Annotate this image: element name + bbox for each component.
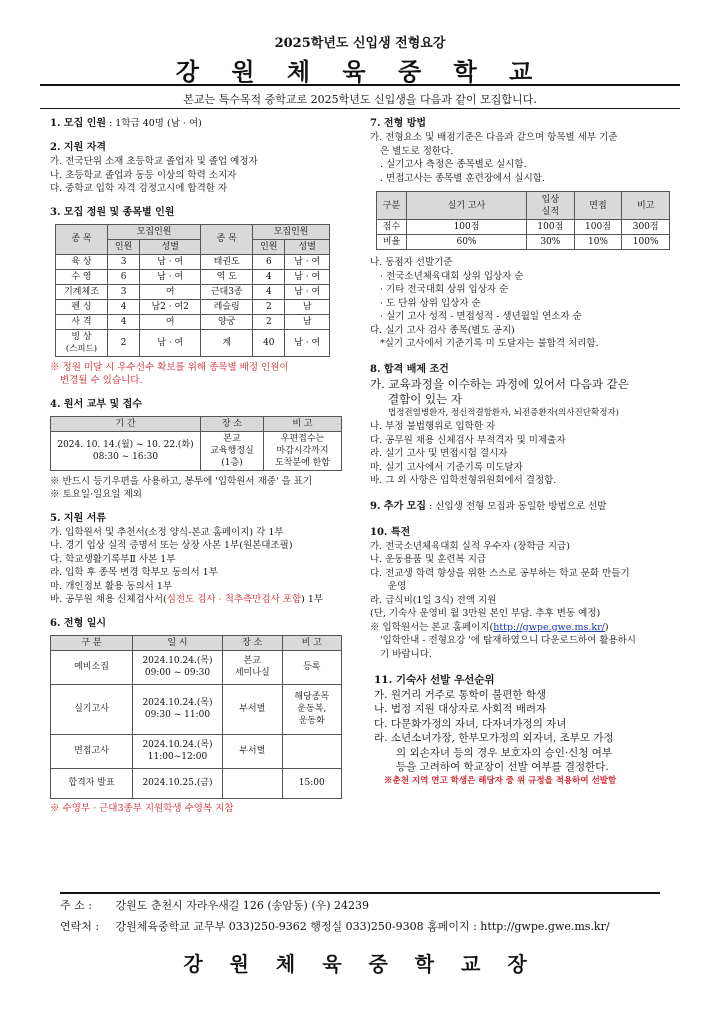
left-column (50, 117, 365, 815)
table-cell: 남2 · 여2 (140, 299, 201, 314)
table-cell: 기계체조 (56, 284, 108, 299)
section-10-web (370, 621, 680, 635)
section-11-note: ※춘천 지역 연고 학생은 해당자 중 위 규정을 적용하여 선발함 (384, 775, 617, 786)
table-cell: 2 (108, 329, 140, 356)
table-cell (282, 734, 342, 768)
section-9-heading: 9. 추가 모집 (370, 500, 427, 512)
table-cell: 등록 (282, 650, 342, 684)
table-cell: 예비소집 (51, 650, 133, 684)
section-10-item: 운영 (388, 581, 407, 592)
cell-line: 2024. 10. 14.(월) ~ 10. 22.(화) (57, 439, 194, 450)
section-8-note: 법정전염병환자, 정신적결함환자, 뇌전증환자(의사진단확정자) (388, 407, 619, 418)
scoring-header-div: 구분 (377, 192, 407, 220)
section-11-heading: 11. 기숙사 선발 우선순위 (374, 674, 495, 686)
section-5-item: 라. 입학 후 종목 변경 학부모 동의서 1부 (50, 567, 218, 578)
signature-title: 강 원 체 육 중 학 교 장 (183, 952, 537, 976)
document-subtitle: 2025학년도 신입생 전형요강 (274, 36, 446, 51)
schedule-note: ※ 수영부 · 근대3종부 지원학생 수영복 지참 (50, 802, 234, 814)
table-cell: 사 격 (56, 314, 108, 329)
cell-line: 교육행정실 (210, 445, 254, 456)
table-cell (282, 684, 342, 734)
section-9-text: : 신입생 전형 모집과 동일한 방법으로 선발 (429, 500, 607, 512)
section-7-text: *실기 고사에서 기준기록 미 도달자는 불합격 처리함. (380, 338, 599, 349)
section-7-text: . 실기고사 측정은 종목별로 실시함. (380, 159, 527, 170)
document-title: 강 원 체 육 중 학 교 (175, 57, 545, 86)
section-11-item: 다. 다문화가정의 자녀, 다자녀가정의 자녀 (374, 717, 567, 730)
table-cell: 레슬링 (201, 299, 253, 314)
table-row (56, 284, 330, 299)
cell-line: 빙 상 (71, 331, 92, 342)
cell-line: 2024.10.24.(목) (142, 656, 213, 666)
section-11-item: 가. 원거리 거주로 통학이 불편한 학생 (374, 688, 547, 701)
table-row (51, 768, 342, 798)
section-8-item: 결함이 있는 자 (388, 391, 462, 406)
scoring-header-note: 비고 (622, 192, 670, 220)
quota-table (55, 224, 330, 357)
table-row (56, 314, 330, 329)
tie-item: · 전국소년체육대회 상위 입상자 순 (380, 270, 524, 282)
table-cell: 60% (407, 235, 527, 250)
section-5-item: 나. 경기 입상 실적 증명서 또는 상장 사본 1부(원본대조필) (50, 540, 293, 551)
tie-heading: 나. 동점자 선발기준 (370, 257, 453, 268)
quota-header-gender: 성별 (140, 239, 201, 254)
table-row (56, 299, 330, 314)
table-cell: 여 (140, 284, 201, 299)
item-text: ) 1부 (301, 594, 324, 605)
schedule-table (50, 635, 342, 799)
cell-line: 우편접수는 (280, 433, 325, 444)
quota-note: ※ 정원 미달 시 우수선수 확보를 위해 종목별 배정 인원이 (50, 361, 289, 373)
table-cell (201, 431, 264, 470)
table-cell: 30% (527, 235, 575, 250)
table-row (377, 235, 670, 250)
schedule-header-div: 구 분 (51, 635, 133, 650)
quota-header-group: 모집인원 (108, 224, 201, 239)
cell-line: 본교 (243, 656, 261, 666)
table-cell (263, 431, 341, 470)
table-cell: 15:00 (282, 768, 342, 798)
table-cell: 남 · 여 (285, 329, 330, 356)
table-cell: 여 (140, 314, 201, 329)
table-row (377, 220, 670, 235)
cell-line: 08:30 ~ 16:30 (92, 451, 159, 462)
section-7-text: 다. 실기 고사 검사 종목(별도 공지) (370, 324, 515, 336)
table-cell: 100% (622, 235, 670, 250)
table-cell: 면접고사 (51, 734, 133, 768)
table-cell: 비율 (377, 235, 407, 250)
table-cell: 남 · 여 (140, 269, 201, 284)
table-cell: 300점 (622, 220, 670, 235)
table-cell: 펜 싱 (56, 299, 108, 314)
quota-header-group: 모집인원 (253, 224, 330, 239)
section-8-item: 바. 그 외 사항은 입학전형위원회에서 결정함. (370, 475, 557, 486)
table-cell: 6 (253, 254, 285, 269)
section-1-heading: 1. 모집 인원 (50, 118, 107, 129)
table-cell (133, 650, 223, 684)
section-4-heading: 4. 원서 교부 및 접수 (50, 398, 142, 410)
intro-divider (40, 108, 680, 109)
table-row (56, 269, 330, 284)
application-header-period: 기 간 (51, 416, 201, 431)
table-cell: 2024.10.25.(금) (133, 768, 223, 798)
application-note: ※ 토요일·일요일 제외 (50, 489, 142, 500)
section-7-text: 은 별도로 정한다. (380, 145, 454, 157)
quota-note: 변경될 수 있습니다. (60, 375, 143, 386)
section-10-web: 기 바랍니다. (380, 648, 432, 660)
table-cell: 4 (108, 314, 140, 329)
item-highlight: 심전도 검사 · 척추측만검사 포함 (166, 594, 302, 605)
schedule-header-place: 장 소 (223, 635, 283, 650)
table-cell: 양궁 (201, 314, 253, 329)
table-cell: 100점 (527, 220, 575, 235)
table-cell: 6 (108, 269, 140, 284)
table-cell: 근대3종 (201, 284, 253, 299)
section-5-item (50, 593, 365, 607)
application-header-note: 비 고 (263, 416, 341, 431)
cell-line: 운동복, (297, 704, 327, 714)
table-cell (133, 734, 223, 768)
table-cell: 100점 (574, 220, 622, 235)
footer-address (60, 897, 369, 915)
table-cell: 점수 (377, 220, 407, 235)
cell-line: 09:00 ~ 09:30 (144, 668, 211, 678)
table-cell (133, 684, 223, 734)
footer-contact (60, 918, 610, 936)
item-text: 바. 공무원 채용 신체검사서( (50, 594, 167, 605)
cell-line: 입상 (541, 194, 560, 205)
table-row (51, 650, 342, 684)
table-row (51, 431, 342, 470)
contact-label: 연락처 : (60, 920, 100, 933)
table-cell: 실기고사 (51, 684, 133, 734)
section-10-item: (단, 기숙사 운영비 월 3만원 본인 부담. 추후 변동 예정) (370, 608, 601, 619)
section-10-item: 가. 전국소년체육대회 실적 우수자 (장학금 지급) (370, 540, 570, 552)
cell-line: 09:30 ~ 11:00 (144, 710, 211, 720)
table-cell: 역 도 (201, 269, 253, 284)
cell-line: 세미나실 (234, 668, 270, 678)
web-text: ※ 입학원서는 본교 홈페이지( (370, 621, 494, 633)
total-count: 40 (253, 329, 285, 356)
table-row (51, 684, 342, 734)
schedule-header-date: 일 시 (133, 635, 223, 650)
cell-line: 2024.10.24.(목) (142, 698, 213, 708)
section-3-heading: 3. 모집 정원 및 종목별 인원 (50, 206, 175, 218)
cell-line: 마감시각까지 (276, 445, 329, 456)
table-cell: 3 (108, 284, 140, 299)
application-note: ※ 반드시 등기우편을 사용하고, 봉투에 '입학원서 재중' 을 표기 (50, 475, 313, 487)
header-divider (40, 84, 680, 86)
table-cell (223, 650, 283, 684)
table-cell: 남 · 여 (140, 329, 201, 356)
section-5-heading: 5. 지원 서류 (50, 512, 107, 524)
table-cell: 부서별 (223, 684, 283, 734)
section-8-item: 나. 부정 불법행위로 입학한 자 (370, 421, 496, 432)
section-9 (370, 500, 680, 514)
intro-text: 본교는 특수목적 중학교로 2025학년도 신입생을 다음과 같이 모집합니다. (183, 93, 537, 106)
cell-line: 도착분에 한함 (274, 457, 330, 468)
section-6-heading: 6. 전형 일시 (50, 617, 107, 629)
footer-divider (60, 892, 660, 894)
table-row (51, 734, 342, 768)
application-table (50, 416, 342, 471)
table-cell (56, 329, 108, 356)
table-cell: 2 (253, 314, 285, 329)
application-header-place: 장 소 (201, 416, 264, 431)
table-cell: 육 상 (56, 254, 108, 269)
table-cell: 4 (253, 284, 285, 299)
table-cell: 4 (108, 299, 140, 314)
section-5-item: 마. 개인정보 활용 동의서 1부 (50, 580, 173, 592)
homepage-link[interactable]: http://gwpe.gwe.ms.kr/ (493, 621, 605, 633)
scoring-header-interview: 면접 (574, 192, 622, 220)
section-2-item: 가. 전국단위 소재 초등학교 졸업자 및 졸업 예정자 (50, 156, 258, 167)
quota-header-count: 인원 (253, 239, 285, 254)
table-cell: 부서별 (223, 734, 283, 768)
section-11-item: 의 외손자녀 등의 경우 보호자의 승인·신청 여부 (396, 746, 613, 759)
cell-line: 해당종목 (294, 692, 330, 702)
section-10-heading: 10. 특전 (370, 526, 411, 538)
table-cell: 100점 (407, 220, 527, 235)
section-7-heading: 7. 전형 방법 (370, 118, 427, 129)
section-2-item: 나. 초등학교 졸업과 동등 이상의 학력 소지자 (50, 169, 237, 181)
table-cell: 남 (285, 299, 330, 314)
table-row (56, 329, 330, 356)
tie-item: · 기타 전국대회 상위 입상자 순 (380, 284, 509, 295)
section-10-web: '입학안내 - 전형요강 '에 탑재하였으니 다운로드하여 활용하시 (380, 635, 636, 646)
table-cell: 태권도 (201, 254, 253, 269)
contact-text: 강원체육중학교 교무부 033)250-9362 행정실 033)250-9308 홈페이지 : http://gwpe.gwe.ms.kr/ (115, 920, 610, 933)
tie-item: · 실기 고사 성적 - 면접성적 - 생년월일 연소자 순 (380, 311, 582, 322)
section-1 (50, 117, 365, 131)
table-cell (223, 768, 283, 798)
quota-header-count: 인원 (108, 239, 140, 254)
web-text: ) (604, 621, 609, 633)
section-10-item: 라. 급식비(1일 3식) 전액 지원 (370, 594, 497, 606)
cell-line: 실적 (541, 206, 560, 217)
section-8-heading: 8. 합격 배제 조건 (370, 363, 449, 375)
cell-line: 운동화 (298, 716, 325, 726)
schedule-header-note: 비 고 (282, 635, 342, 650)
table-cell: 2 (253, 299, 285, 314)
section-10-item: 다. 전교생 학력 향상을 위한 스스로 공부하는 학교 문화 만들기 (370, 567, 630, 579)
scoring-table (376, 191, 670, 250)
table-cell: 남 (285, 314, 330, 329)
section-7-text: . 면접고사는 종목별 훈련장에서 실시함. (380, 172, 545, 184)
quota-header-sport: 종 목 (56, 224, 108, 254)
table-cell: 남 · 여 (285, 269, 330, 284)
table-cell: 남 · 여 (285, 284, 330, 299)
scoring-header-record (527, 192, 575, 220)
section-8-item: 가. 교육과정을 이수하는 과정에 있어서 다음과 같은 (370, 376, 629, 391)
total-label: 계 (201, 329, 253, 356)
section-8-item: 다. 공무원 채용 신체검사 부적격자 및 미제출자 (370, 434, 566, 446)
table-cell: 남 · 여 (285, 254, 330, 269)
section-1-text: : 1학급 40명 (남 · 여) (109, 118, 202, 129)
cell-line: 2024.10.24.(목) (142, 740, 213, 750)
section-7-text: 가. 전형요소 및 배점기준은 다음과 같으며 항목별 세부 기준 (370, 132, 618, 143)
section-2-heading: 2. 지원 자격 (50, 142, 107, 153)
section-11-item: 나. 법정 지원 대상자로 사회적 배려자 (374, 703, 547, 715)
table-cell: 수 영 (56, 269, 108, 284)
cell-line: 11:00~12:00 (147, 752, 208, 762)
right-column (370, 117, 680, 788)
scoring-header-practical: 실기 고사 (407, 192, 527, 220)
section-8-item: 마. 실기 고사에서 기준기록 미도달자 (370, 461, 523, 473)
cell-line: (1층) (221, 457, 243, 468)
quota-header-sport: 종 목 (201, 224, 253, 254)
table-cell: 10% (574, 235, 622, 250)
table-cell: 합격자 발표 (51, 768, 133, 798)
section-2-item: 다. 중학교 입학 자격 검정고시에 합격한 자 (50, 183, 228, 194)
section-11-item: 등을 고려하여 학교장이 선발 여부를 결정한다. (396, 761, 609, 773)
table-row (56, 254, 330, 269)
tie-item: · 도 단위 상위 입상자 순 (380, 297, 481, 309)
table-cell: 4 (253, 269, 285, 284)
table-cell (51, 431, 201, 470)
quota-header-gender: 성별 (285, 239, 330, 254)
section-5-item: 가. 입학원서 및 추천서(소정 양식-본교 홈페이지) 각 1부 (50, 526, 284, 538)
address-text: 강원도 춘천시 자라우새길 126 (송암동) (우) 24239 (115, 899, 370, 912)
cell-line: 본교 (223, 433, 241, 444)
cell-line: (스피드) (65, 343, 98, 354)
section-10-item: 나. 운동용품 및 훈련복 지급 (370, 554, 487, 565)
table-cell: 남 · 여 (140, 254, 201, 269)
section-5-item: 다. 학교생활기록부Ⅱ 사본 1부 (50, 553, 176, 565)
section-11-item: 라. 소년소녀가장, 한부모가정의 외자녀, 조부모 가정 (374, 732, 614, 744)
address-label: 주 소 : (60, 899, 92, 912)
table-cell: 3 (108, 254, 140, 269)
section-8-item: 라. 실기 고사 및 면접시험 결시자 (370, 448, 508, 459)
